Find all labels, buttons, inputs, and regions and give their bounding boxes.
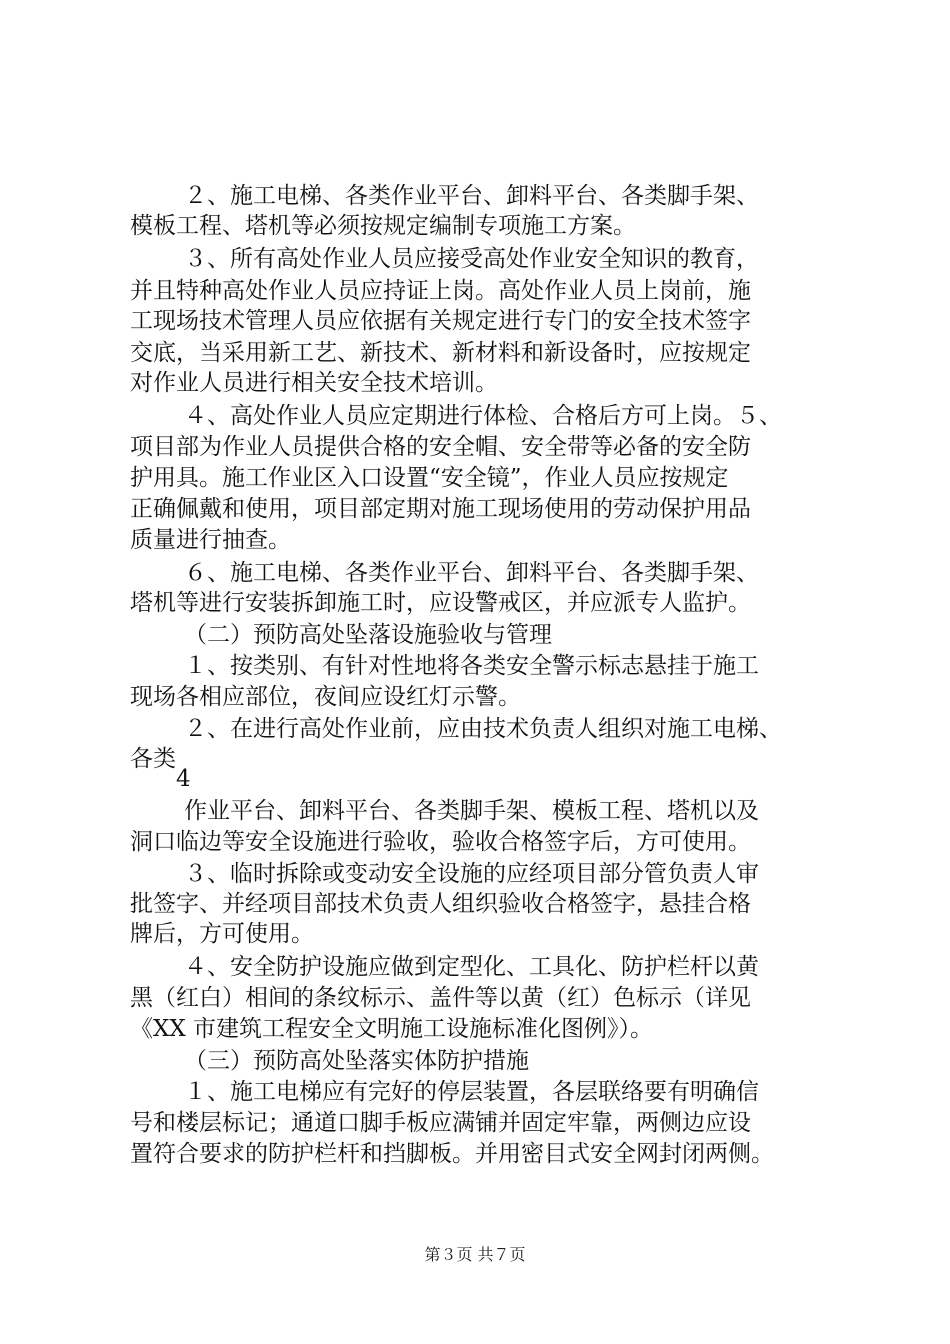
paragraph-line: ２、施工电梯、各类作业平台、卸料平台、各类脚手架、 (184, 183, 759, 209)
paragraph-line: 《XX 市建筑工程安全文明施工设施标准化图例》）。 (130, 1016, 654, 1042)
paragraph-line: ３、所有高处作业人员应接受高处作业安全知识的教育， (184, 246, 759, 272)
paragraph-line: 对作业人员进行相关安全技术培训。 (130, 370, 498, 396)
paragraph-line: ６、施工电梯、各类作业平台、卸料平台、各类脚手架、 (184, 560, 759, 586)
paragraph-line: 塔机等进行安装拆卸施工时，应设警戒区，并应派专人监护。 (130, 590, 751, 616)
paragraph-line: 护用具。施工作业区入口设置“安全镜”，作业人员应按规定 (130, 465, 729, 491)
paragraph-line: 工现场技术管理人员应依据有关规定进行专门的安全技术签字 (130, 308, 751, 334)
section-heading: （二）预防高处坠落设施验收与管理 (184, 622, 552, 648)
paragraph-line: 现场各相应部位，夜间应设红灯示警。 (130, 684, 521, 710)
paragraph-line: ３、临时拆除或变动安全设施的应经项目部分管负责人审 (184, 861, 759, 887)
section-heading: （三）预防高处坠落实体防护措施 (184, 1048, 529, 1074)
paragraph-line: 号和楼层标记；通道口脚手板应满铺并固定牢靠，两侧边应设 (130, 1110, 751, 1136)
paragraph-line: 项目部为作业人员提供合格的安全帽、安全带等必备的安全防 (130, 434, 751, 460)
paragraph-line: 批签字、并经项目部技术负责人组织验收合格签字，悬挂合格 (130, 891, 751, 917)
paragraph-line: 黑（红白）相间的条纹标示、盖件等以黄（红）色标示（详见 (130, 985, 751, 1011)
paragraph-line: 正确佩戴和使用，项目部定期对施工现场使用的劳动保护用品 (130, 496, 751, 522)
paragraph-line: １、施工电梯应有完好的停层装置，各层联络要有明确信 (184, 1079, 759, 1105)
inline-page-number: 4 (176, 766, 191, 792)
paragraph-line: 作业平台、卸料平台、各类脚手架、模板工程、塔机以及 (184, 798, 759, 824)
paragraph-line: 洞口临边等安全设施进行验收，验收合格签字后，方可使用。 (130, 829, 751, 855)
paragraph-line: 交底，当采用新工艺、新技术、新材料和新设备时，应按规定 (130, 340, 751, 366)
paragraph-line: ２、在进行高处作业前，应由技术负责人组织对施工电梯、 (184, 716, 782, 742)
paragraph-line: 牌后，方可使用。 (130, 921, 314, 947)
paragraph-line: 并且特种高处作业人员应持证上岗。高处作业人员上岗前，施 (130, 278, 751, 304)
paragraph-line: １、按类别、有针对性地将各类安全警示标志悬挂于施工 (184, 653, 759, 679)
paragraph-line: ４、安全防护设施应做到定型化、工具化、防护栏杆以黄 (184, 954, 759, 980)
page-footer: 第３页 共７页 (424, 1245, 526, 1264)
paragraph-line: 各类 (130, 746, 176, 772)
paragraph-line: 质量进行抽查。 (130, 527, 291, 553)
paragraph-line: 模板工程、塔机等必须按规定编制专项施工方案。 (130, 213, 636, 239)
paragraph-line: 置符合要求的防护栏杆和挡脚板。并用密目式安全网封闭两侧。 (130, 1141, 774, 1167)
paragraph-line: ４、高处作业人员应定期进行体检、合格后方可上岗。５、 (184, 403, 782, 429)
